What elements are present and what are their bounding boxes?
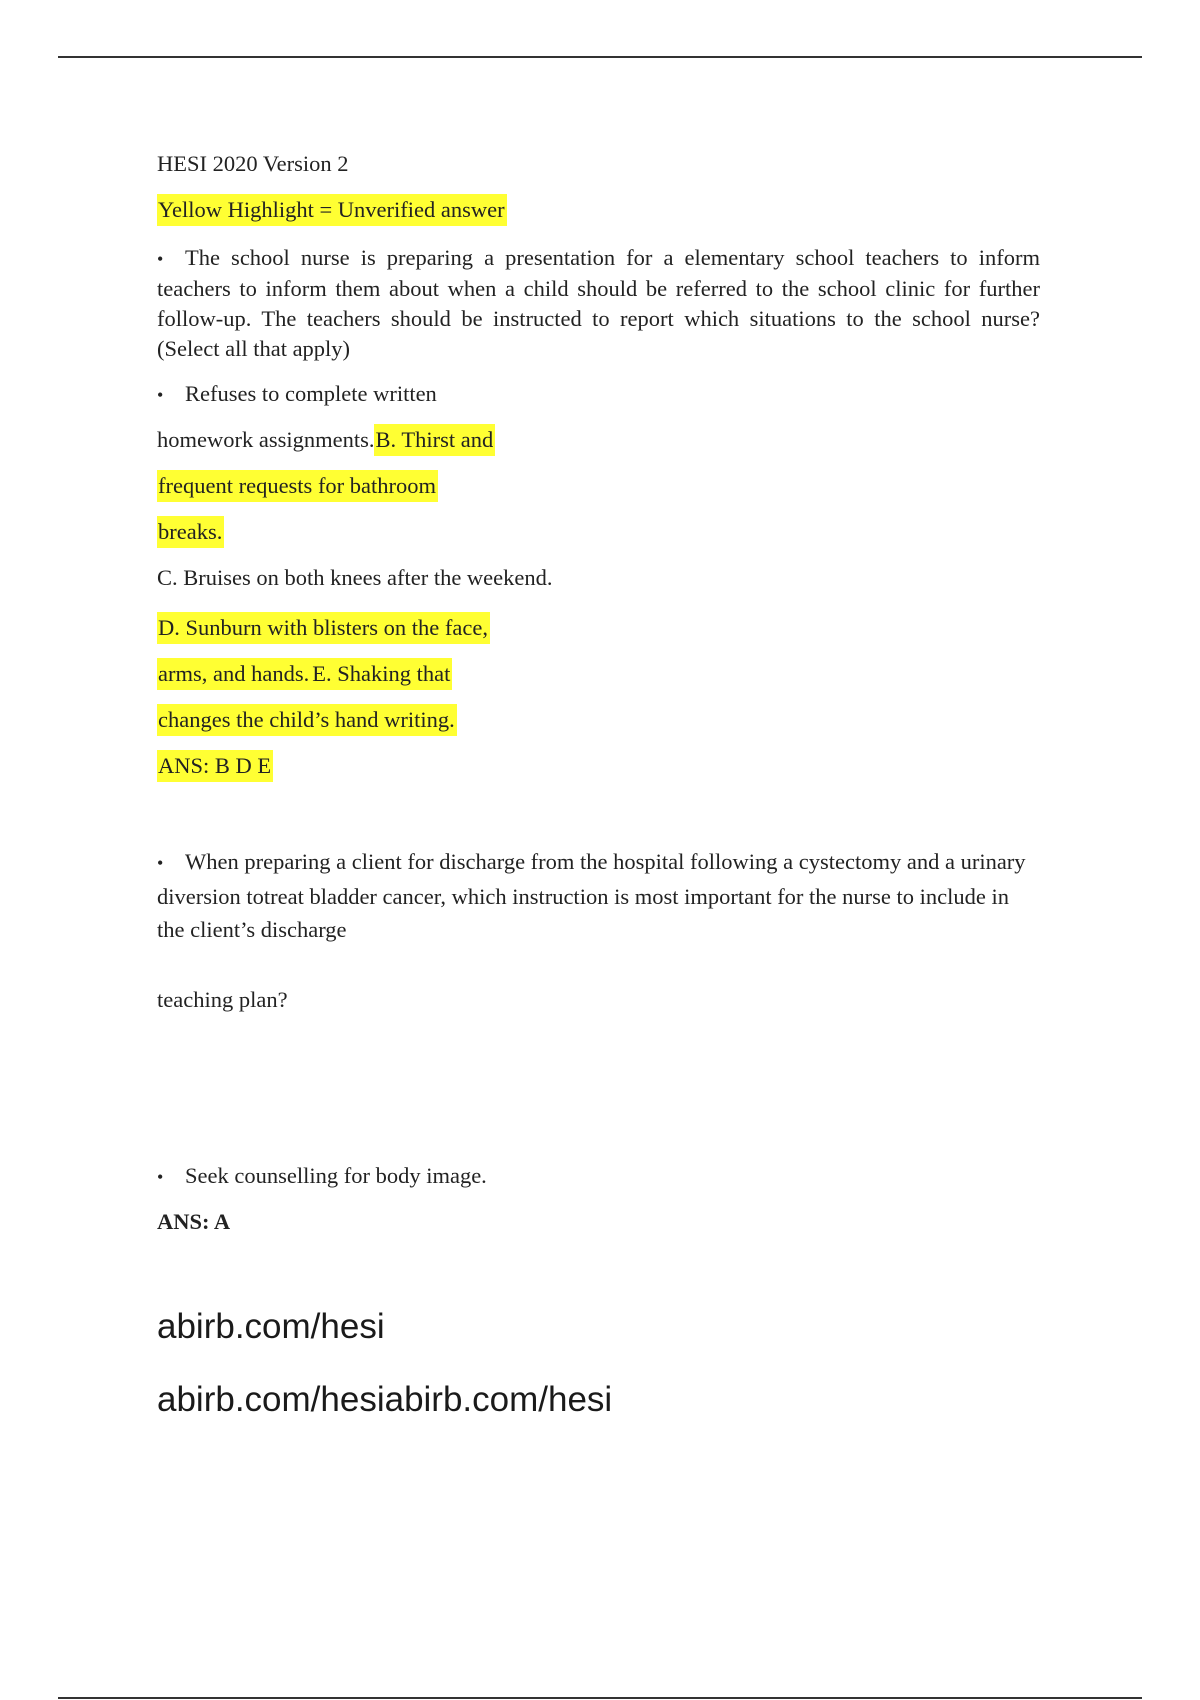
option-a-line-1 bbox=[157, 379, 437, 410]
option-d-line-2 bbox=[157, 659, 452, 689]
question-2-answer: ANS: A bbox=[157, 1209, 231, 1234]
question-2-option-a bbox=[157, 1161, 487, 1192]
option-b-highlight-3: breaks. bbox=[157, 516, 224, 548]
question-1-answer: ANS: B D E bbox=[157, 750, 273, 782]
highlight-legend: Yellow Highlight = Unverified answer bbox=[157, 194, 507, 226]
question-2-option-a-text: Seek counselling for body image. bbox=[185, 1163, 487, 1188]
bullet-icon: • bbox=[157, 249, 164, 269]
option-e-highlight-2: changes the child’s hand writing. bbox=[157, 704, 457, 736]
option-a-text: Refuses to complete written bbox=[185, 381, 437, 406]
watermark-link-1[interactable]: abirb.com/hesi bbox=[157, 1307, 385, 1346]
question-1-stem bbox=[157, 243, 1040, 364]
question-1-text: The school nurse is preparing a presentation for a elementary school teachers to inform teachers to inform them about when a child should be referred to the school clinic for further follow-up. The teachers should be instructed to report which situations to the school nurse? (Select all that apply) bbox=[157, 245, 1040, 361]
question-1-answer-line bbox=[157, 751, 273, 781]
option-d-highlight: D. Sunburn with blisters on the face, bbox=[157, 612, 490, 644]
option-b-highlight-2: frequent requests for bathroom bbox=[157, 470, 438, 502]
option-b-line-3 bbox=[157, 517, 224, 547]
option-a-line-2 bbox=[157, 425, 495, 455]
option-b-line-2 bbox=[157, 471, 438, 501]
option-e-highlight: E. Shaking that bbox=[311, 658, 452, 690]
option-a-text-end: homework assignments. bbox=[157, 427, 375, 452]
option-b-highlight: B. Thirst and bbox=[374, 424, 495, 456]
watermark-link-2[interactable]: abirb.com/hesiabirb.com/hesi bbox=[157, 1380, 613, 1419]
option-e-line-2 bbox=[157, 705, 457, 735]
top-rule bbox=[58, 56, 1142, 58]
option-d-highlight-2: arms, and hands. bbox=[157, 658, 311, 690]
question-2-stem bbox=[157, 845, 1040, 946]
question-2-stem-end: teaching plan? bbox=[157, 987, 288, 1012]
option-c: C. Bruises on both knees after the weekend. bbox=[157, 565, 553, 590]
question-2-text: When preparing a client for discharge from the hospital following a cystectomy and a urinary diversion totreat bladder cancer, which instruction is most important for the nurse to include in the client’s discharge bbox=[157, 849, 1026, 942]
legend-line bbox=[157, 195, 507, 225]
document-title: HESI 2020 Version 2 bbox=[157, 151, 349, 176]
option-d-line-1 bbox=[157, 613, 490, 643]
bullet-icon: • bbox=[157, 385, 164, 405]
bullet-icon: • bbox=[157, 1167, 164, 1187]
bottom-rule bbox=[58, 1697, 1142, 1699]
bullet-icon: • bbox=[157, 853, 164, 873]
